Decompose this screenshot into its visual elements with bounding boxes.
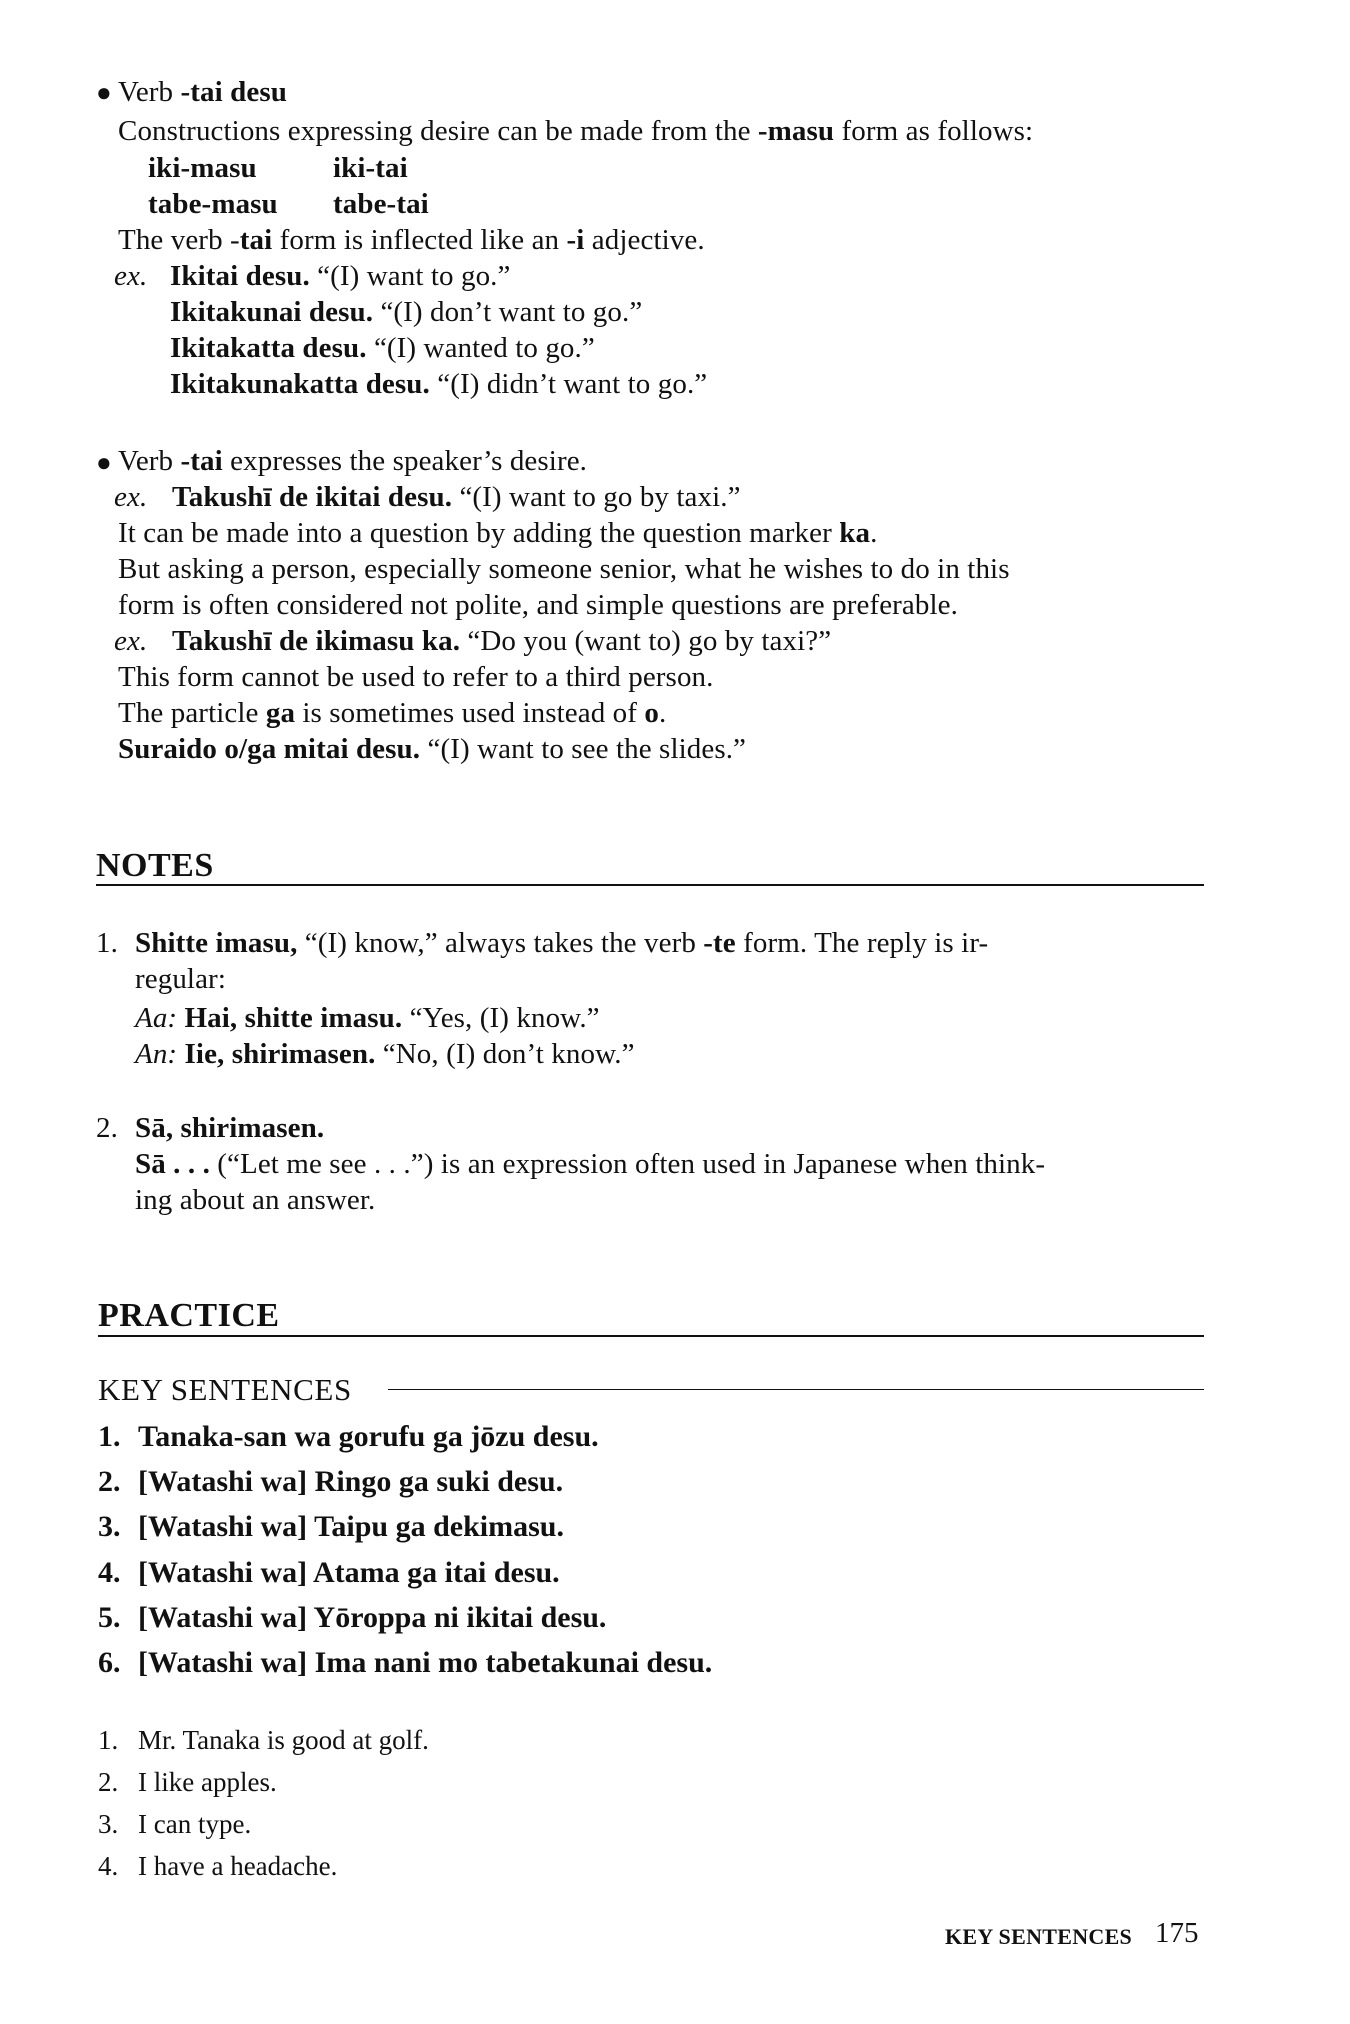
- grammar-desire-title: Verb -tai expresses the speaker’s desire.: [118, 445, 588, 477]
- practice-rule: [98, 1335, 1204, 1337]
- example-line: Ikitai desu. “(I) want to go.”: [170, 260, 511, 292]
- example-line: Ikitakatta desu. “(I) wanted to go.”: [170, 332, 595, 364]
- note-1-line: regular:: [135, 963, 226, 995]
- practice-heading: PRACTICE: [98, 1297, 280, 1334]
- note-reply: An: Iie, shirimasen. “No, (I) don’t know.”: [135, 1038, 635, 1070]
- note-reply: Aa: Hai, shitte imasu. “Yes, (I) know.”: [135, 1002, 600, 1034]
- politeness-note: But asking a person, especially someone senior, what he wishes to do in this: [118, 553, 1010, 585]
- note-2-line: ing about an answer.: [135, 1184, 376, 1216]
- bullet-icon: ●: [96, 78, 112, 107]
- grammar-tai-intro: Constructions expressing desire can be made from the -masu form as follows:: [118, 115, 1034, 147]
- translation: 1. Mr. Tanaka is good at golf.: [98, 1725, 429, 1755]
- key-sentences-heading: KEY SENTENCES: [98, 1372, 352, 1407]
- key-sentence: 3. [Watashi wa] Taipu ga dekimasu.: [98, 1510, 564, 1543]
- bullet-icon: ●: [96, 448, 112, 477]
- key-sentence: 4. [Watashi wa] Atama ga itai desu.: [98, 1556, 560, 1589]
- key-sentence: 1. Tanaka-san wa gorufu ga jōzu desu.: [98, 1420, 599, 1453]
- ex-label: ex.: [114, 481, 148, 513]
- ex-label: ex.: [114, 260, 148, 292]
- translation: 2. I like apples.: [98, 1767, 277, 1797]
- pair-row: tabe-masu tabe-tai: [148, 188, 429, 220]
- note-1-line: Shitte imasu, “(I) know,” always takes the verb -te form. The reply is ir-: [135, 927, 989, 959]
- particle-note: The particle ga is sometimes used instead of o.: [118, 697, 667, 729]
- politeness-note: form is often considered not polite, and simple questions are preferable.: [118, 589, 958, 621]
- notes-heading: NOTES: [96, 847, 214, 884]
- notes-rule: [96, 884, 1204, 886]
- note-number: 1.: [96, 927, 118, 959]
- question-note: It can be made into a question by adding the question marker ka.: [118, 517, 878, 549]
- inflection-note: The verb -tai form is inflected like an -i adjective.: [118, 224, 705, 256]
- example-line: Ikitakunakatta desu. “(I) didn’t want to go.”: [170, 368, 708, 400]
- ex-label: ex.: [114, 625, 148, 657]
- third-person-note: This form cannot be used to refer to a third person.: [118, 661, 714, 693]
- key-sentence: 2. [Watashi wa] Ringo ga suki desu.: [98, 1465, 564, 1498]
- note-2-title: Sā, shirimasen.: [135, 1112, 325, 1144]
- running-footer: KEY SENTENCES: [945, 1924, 1133, 1949]
- example-line: Takushī de ikimasu ka. “Do you (want to) go by taxi?”: [172, 625, 832, 657]
- note-2-line: Sā . . . (“Let me see . . .”) is an expression often used in Japanese when think-: [135, 1148, 1046, 1180]
- translation: 3. I can type.: [98, 1809, 252, 1839]
- translation: 4. I have a headache.: [98, 1851, 338, 1881]
- grammar-tai-title: Verb -tai desu: [118, 76, 287, 108]
- example-line: Ikitakunai desu. “(I) don’t want to go.”: [170, 296, 643, 328]
- page-number: 175: [1155, 1917, 1199, 1949]
- example-line: Takushī de ikitai desu. “(I) want to go by taxi.”: [172, 481, 741, 513]
- example-line: Suraido o/ga mitai desu. “(I) want to see the slides.”: [118, 733, 747, 765]
- key-sentences-rule: [388, 1389, 1204, 1390]
- key-sentence: 6. [Watashi wa] Ima nani mo tabetakunai desu.: [98, 1646, 713, 1679]
- pair-row: iki-masu iki-tai: [148, 152, 408, 184]
- note-number: 2.: [96, 1112, 118, 1144]
- key-sentence: 5. [Watashi wa] Yōroppa ni ikitai desu.: [98, 1601, 607, 1634]
